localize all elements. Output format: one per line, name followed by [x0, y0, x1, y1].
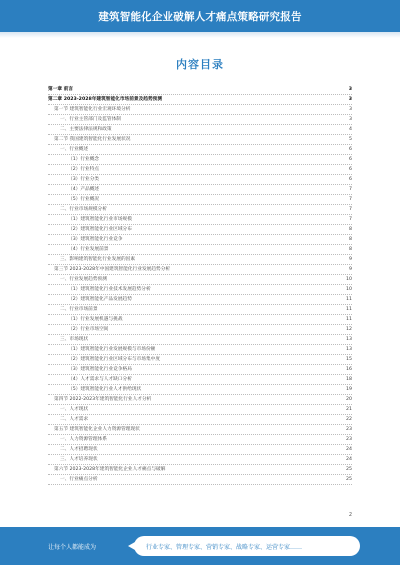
- toc-entry-page: 15: [346, 357, 352, 362]
- toc-entry-page: 8: [349, 227, 352, 232]
- toc-entry-label: （3）行业分类: [68, 177, 100, 182]
- toc-entry-label: 第三节 2023-2028年中国建筑智能化行业发展趋势分析: [54, 267, 171, 272]
- toc-entry-label: 一、行业发展趋势预测: [60, 277, 107, 282]
- report-title: 建筑智能化企业破解人才痛点策略研究报告: [98, 11, 302, 23]
- toc-entry-label: （2）行业市场空间: [68, 327, 109, 332]
- toc-entry-label: （2）建筑智能化行业区域分布与市场集中度: [68, 357, 161, 362]
- toc-entry[interactable]: [48, 125, 352, 135]
- toc-entry-page: 11: [346, 317, 352, 322]
- toc-entry-page: 20: [346, 397, 352, 402]
- toc-entry-page: 3: [348, 87, 352, 92]
- toc-entry[interactable]: [48, 445, 352, 455]
- toc-entry-page: 25: [346, 477, 352, 482]
- toc-entry[interactable]: [48, 385, 352, 395]
- toc-entry-label: 二、人才招聘现状: [60, 447, 98, 452]
- toc-entry-label: 第一章 前言: [48, 87, 74, 92]
- toc-entry-page: 6: [349, 147, 352, 152]
- toc-entry[interactable]: [48, 425, 352, 435]
- toc-entry-page: 19: [346, 387, 352, 392]
- toc-entry[interactable]: [48, 435, 352, 445]
- page-number-text: 2: [348, 512, 352, 518]
- toc-entry-page: 6: [349, 167, 352, 172]
- toc-entry-page: 16: [346, 367, 352, 372]
- toc-entry-label: 第五节 建筑智能化企业人力资源管理现状: [54, 427, 140, 432]
- header-shadow: [0, 32, 400, 38]
- toc-entry-label: 一、行业主管部门及监管体制: [60, 117, 121, 122]
- toc-entry[interactable]: [48, 195, 352, 205]
- toc-entry-page: 9: [349, 257, 352, 262]
- toc-entry-page: 13: [346, 347, 352, 352]
- toc-entry-page: 7: [349, 207, 352, 212]
- toc-entry-label: （2）建筑智能化产品发展趋势: [68, 297, 132, 302]
- toc-entry-label: 三、人才培养现状: [60, 457, 98, 462]
- page-number: [0, 512, 400, 518]
- toc-entry[interactable]: [48, 325, 352, 335]
- toc-entry[interactable]: [48, 315, 352, 325]
- toc-entry[interactable]: [48, 205, 352, 215]
- toc-entry-label: 二、主要法律法规和政策: [60, 127, 112, 132]
- toc-entry[interactable]: [48, 115, 352, 125]
- toc-entry-page: 11: [346, 307, 352, 312]
- footer-bar: [0, 527, 400, 565]
- toc-entry-label: （3）建筑智能化行业竞争: [68, 237, 123, 242]
- toc-entry-page: 24: [346, 457, 352, 462]
- toc-entry[interactable]: [48, 455, 352, 465]
- toc-entry-label: 一、人才现状: [60, 407, 89, 412]
- toc-entry-page: 7: [349, 187, 352, 192]
- toc-entry[interactable]: [48, 235, 352, 245]
- toc-entry-label: 第二节 我国建筑智能化行业发展状况: [54, 137, 131, 142]
- toc-entry-label: （4）人才需求与人才缺口分析: [68, 377, 132, 382]
- toc-entry-page: 25: [346, 467, 352, 472]
- toc-entry[interactable]: [48, 355, 352, 365]
- toc-entry-label: （2）建筑智能化行业区域分布: [68, 227, 132, 232]
- toc-heading: 内容目录: [176, 58, 224, 71]
- toc-entry[interactable]: [48, 145, 352, 155]
- toc-entry[interactable]: [48, 85, 352, 95]
- toc-entry-label: 二、行业市场前景: [60, 307, 98, 312]
- toc-entry-page: 7: [349, 197, 352, 202]
- toc-entry[interactable]: [48, 365, 352, 375]
- toc-entry-label: 第六节 2023-2028年建筑智能化企业人才痛点与破解: [54, 467, 166, 472]
- toc-entry-page: 3: [348, 97, 352, 102]
- toc-entry-page: 13: [346, 337, 352, 342]
- toc-entry-label: 二、行业市场规模分析: [60, 207, 107, 212]
- toc-entry-label: 三、影响建筑智能化行业发展的因素: [60, 257, 136, 262]
- toc-entry-page: 8: [349, 237, 352, 242]
- toc-entry-label: 一、行业概述: [60, 147, 89, 152]
- toc-entry-label: （1）建筑智能化行业技术发展趋势分析: [68, 287, 151, 292]
- toc-entry-label: 一、人力资源管理体系: [60, 437, 107, 442]
- toc-entry[interactable]: [48, 215, 352, 225]
- toc-entry[interactable]: [48, 335, 352, 345]
- toc-entry-page: 9: [349, 267, 352, 272]
- toc-entry-page: 24: [346, 447, 352, 452]
- toc-entry[interactable]: [48, 415, 352, 425]
- toc-entry-label: 第四节 2022-2023年建筑智能化行业人才分析: [54, 397, 152, 402]
- toc-entry-page: 23: [346, 427, 352, 432]
- toc-entry[interactable]: [48, 305, 352, 315]
- toc-entry[interactable]: [48, 395, 352, 405]
- toc-entry[interactable]: [48, 345, 352, 355]
- toc-entry-page: 23: [346, 437, 352, 442]
- toc-entry[interactable]: [48, 255, 352, 265]
- toc-entry-page: 5: [349, 137, 352, 142]
- toc-entry-page: 11: [346, 297, 352, 302]
- table-of-contents: [48, 85, 352, 485]
- toc-entry[interactable]: [48, 165, 352, 175]
- toc-entry[interactable]: [48, 405, 352, 415]
- toc-entry[interactable]: [48, 135, 352, 145]
- toc-entry-page: 22: [346, 417, 352, 422]
- toc-entry-page: 4: [349, 127, 352, 132]
- toc-entry[interactable]: [48, 225, 352, 235]
- toc-entry[interactable]: [48, 265, 352, 275]
- toc-entry-page: 8: [349, 247, 352, 252]
- toc-entry-page: 6: [349, 157, 352, 162]
- toc-entry[interactable]: [48, 275, 352, 285]
- toc-entry-label: （4）行业发展前景: [68, 247, 109, 252]
- toc-entry-label: （1）行业概念: [68, 157, 100, 162]
- toc-entry[interactable]: [48, 465, 352, 475]
- toc-entry[interactable]: [48, 105, 352, 115]
- toc-entry-page: 6: [349, 177, 352, 182]
- toc-entry[interactable]: [48, 245, 352, 255]
- toc-entry-label: 第一节 建筑智能化行业宏观环境分析: [54, 107, 131, 112]
- toc-entry-label: 一、行业痛点分析: [60, 477, 98, 482]
- report-header-bar: [0, 0, 400, 32]
- toc-entry-label: （1）建筑智能化行业市场规模: [68, 217, 132, 222]
- toc-entry-page: 3: [349, 117, 352, 122]
- toc-entry-label: 第二章 2023-2028年建筑智能化市场前景及趋势预测: [48, 97, 163, 102]
- toc-entry[interactable]: [48, 155, 352, 165]
- toc-entry-page: 18: [346, 377, 352, 382]
- toc-entry-label: （2）行业特点: [68, 167, 100, 172]
- toc-entry-label: （5）行业概况: [68, 197, 100, 202]
- toc-entry-page: 3: [349, 107, 352, 112]
- toc-entry[interactable]: [48, 175, 352, 185]
- toc-entry-page: 7: [349, 217, 352, 222]
- toc-entry[interactable]: [48, 95, 352, 105]
- toc-entry[interactable]: [48, 475, 352, 485]
- toc-entry-label: （5）建筑智能化行业人才供给现状: [68, 387, 142, 392]
- toc-entry[interactable]: [48, 285, 352, 295]
- toc-entry-label: （1）建筑智能化行业发展规模与市场份额: [68, 347, 156, 352]
- toc-entry[interactable]: [48, 185, 352, 195]
- toc-entry-label: 二、人才需求: [60, 417, 89, 422]
- toc-entry-page: 12: [346, 327, 352, 332]
- toc-entry-label: 三、市场现状: [60, 337, 89, 342]
- toc-entry[interactable]: [48, 375, 352, 385]
- footer-slogan-right: 行业专家、管理专家、营销专家、战略专家、运营专家……: [146, 544, 303, 551]
- toc-entry-label: （4）产品概述: [68, 187, 100, 192]
- toc-entry[interactable]: [48, 295, 352, 305]
- toc-entry-label: （1）行业发展机遇与挑战: [68, 317, 123, 322]
- footer-slogan-left: 让每个人都能成为: [48, 544, 97, 551]
- toc-entry-page: 10: [346, 287, 352, 292]
- toc-entry-page: 10: [346, 277, 352, 282]
- toc-entry-label: （3）建筑智能化行业竞争格局: [68, 367, 132, 372]
- toc-entry-page: 21: [346, 407, 352, 412]
